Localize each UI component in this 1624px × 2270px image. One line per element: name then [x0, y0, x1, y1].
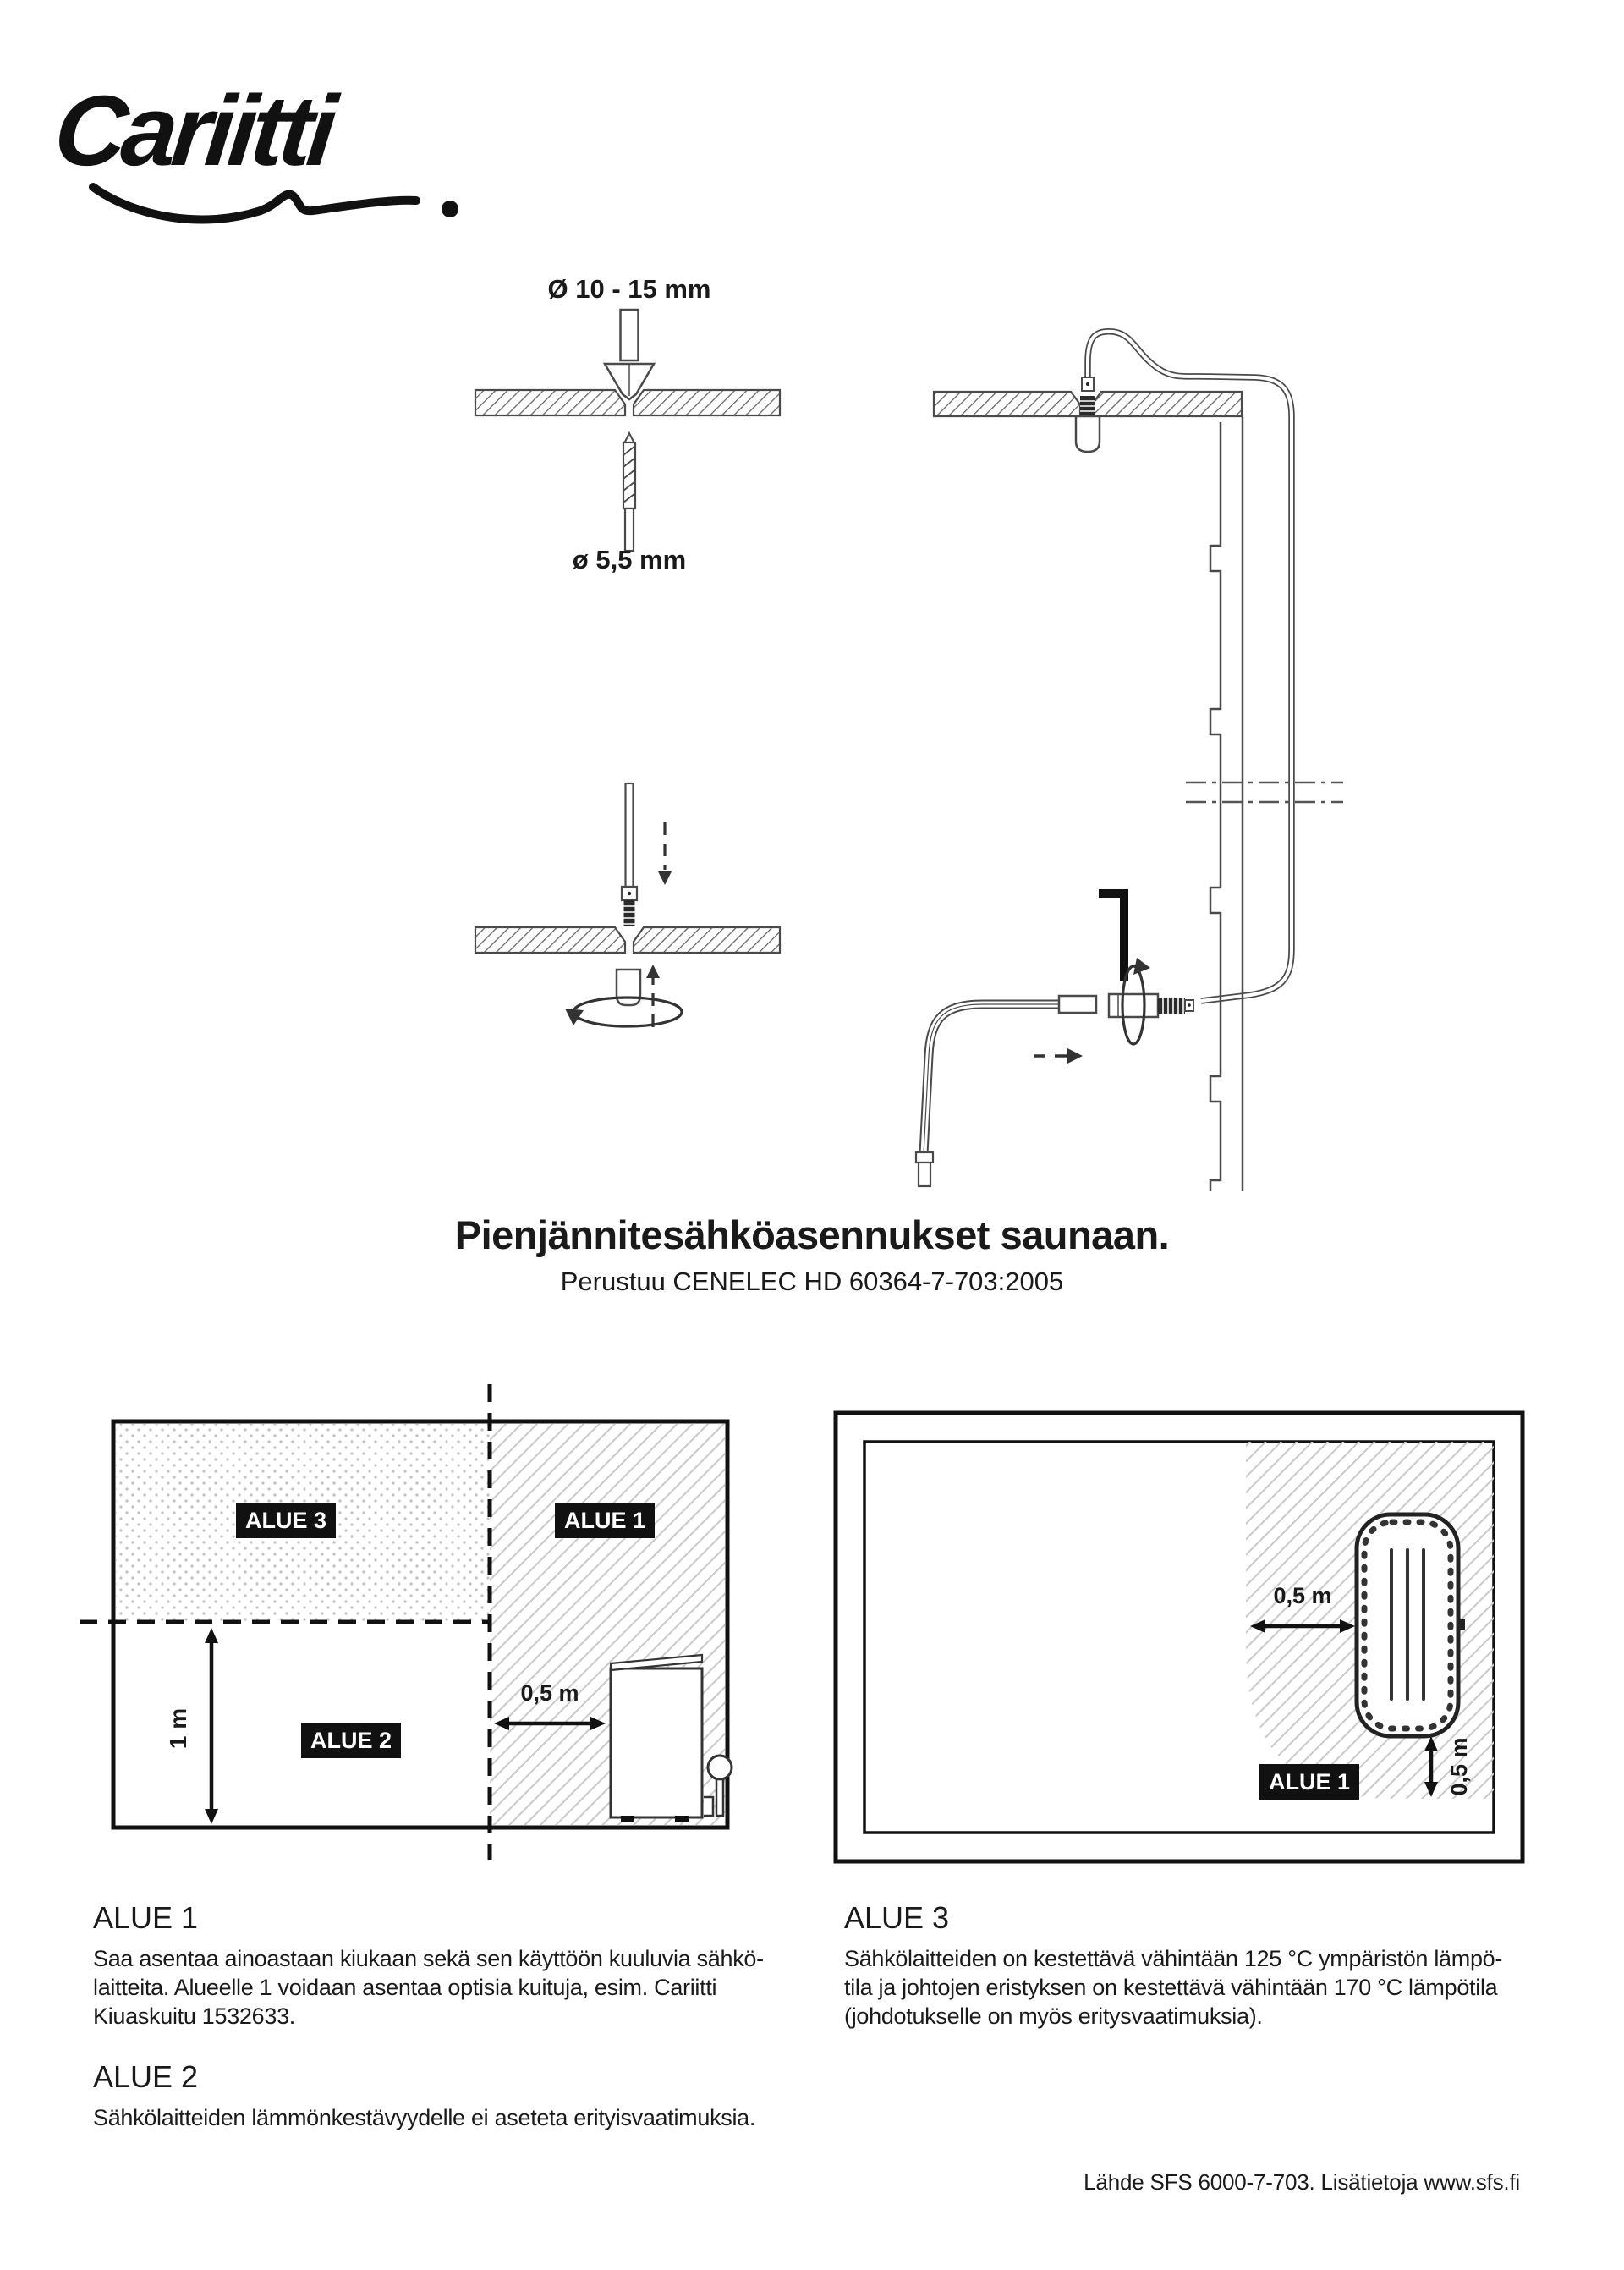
source-note: Lähde SFS 6000-7-703. Lisätietoja www.sfs.fi	[1084, 2169, 1520, 2195]
height-dimension-label: 1 m	[165, 1707, 191, 1750]
section-zone3	[844, 1900, 1521, 2031]
heater-plan-icon	[1357, 1514, 1465, 1736]
drilling-instruction-diagram	[457, 254, 837, 1041]
section-zone1-line: laitteita. Alueelle 1 voidaan asentaa optisia kuituja, esim. Cariitti	[93, 1975, 717, 2000]
section-zone3-line: (johdotukselle on myös eritysvaatimuksia).	[844, 2003, 1263, 2029]
countersink-bit-icon	[605, 310, 654, 399]
zone3-badge-label: ALUE 3	[244, 1508, 327, 1533]
zone3-badge	[236, 1503, 336, 1538]
section-zone1-line: Kiuaskuitu 1532633.	[93, 2003, 295, 2029]
logo-wordmark	[49, 75, 343, 187]
section-zone2-heading: ALUE 2	[93, 2059, 199, 2094]
zone-diagram-side-view	[76, 1371, 753, 1870]
section-zone2-line: Sähkölaitteiden lämmönkestävyydelle ei aseteta erityisvaatimuksia.	[93, 2105, 756, 2130]
hole-diameter-label: Ø 10 - 15 mm	[547, 274, 711, 304]
zone-diagram-plan-view	[812, 1388, 1539, 1878]
section-zone1-heading: ALUE 1	[93, 1900, 199, 1935]
connect-arrow-icon	[1034, 1048, 1083, 1064]
page-subtitle: Perustuu CENELEC HD 60364-7-703:2005	[560, 1267, 1064, 1296]
logo-underline-swoosh	[93, 187, 416, 220]
drill-diameter-label: ø 5,5 mm	[572, 545, 687, 574]
plan-vertical-dimension-label: 0,5 m	[1446, 1737, 1472, 1796]
zone2-badge-label: ALUE 2	[310, 1728, 392, 1753]
fiber-bundle-cable	[916, 996, 1096, 1186]
insert-down-arrow-icon	[658, 822, 672, 885]
fixture-body-icon	[617, 970, 640, 1005]
plan-horizontal-dimension-label: 0,5 m	[1273, 1583, 1332, 1608]
wall-panel-section	[1210, 417, 1243, 1191]
zone1-badge-label: ALUE 1	[563, 1508, 646, 1533]
page-title: Pienjännitesähköasennukset saunaan.	[454, 1212, 1170, 1257]
distance-dimension-label: 0,5 m	[520, 1680, 579, 1706]
zone2-badge	[301, 1723, 401, 1758]
break-lines	[1186, 783, 1343, 802]
zone1-plan-badge	[1259, 1764, 1359, 1800]
ceiling-panel-countersunk-2	[475, 927, 780, 953]
zone1-badge	[555, 1503, 655, 1538]
cable-routing-diagram	[880, 322, 1387, 1218]
plan-vertical-dimension-arrow	[1424, 1736, 1472, 1797]
fiber-rod-insertion	[622, 783, 637, 926]
logo-period-dot	[442, 201, 458, 217]
zone1-plan-badge-label: ALUE 1	[1268, 1769, 1351, 1795]
drill-bit-icon	[623, 433, 635, 551]
section-zone2	[93, 2059, 770, 2132]
section-zone1	[93, 1900, 770, 2031]
section-zone3-line: Sähkölaitteiden on kestettävä vähintään 125 °C ympäristön lämpö-	[844, 1946, 1503, 1971]
section-zone1-line: Saa asentaa ainoastaan kiukaan sekä sen käyttöön kuuluvia sähkö-	[93, 1946, 764, 1971]
allen-key-icon	[1099, 893, 1124, 981]
section-zone3-line: tila ja johtojen eristyksen on kestettävä vähintään 170 °C lämpötila	[844, 1975, 1498, 2000]
cariitti-logo	[34, 30, 474, 233]
projector-cable	[1088, 332, 1292, 1001]
section-zone3-heading: ALUE 3	[844, 1900, 950, 1935]
title-block	[0, 1212, 1624, 1297]
logo-text: Cariitti	[49, 75, 337, 187]
height-dimension-arrow	[165, 1628, 218, 1824]
screw-up-arrow-icon	[646, 965, 660, 1027]
